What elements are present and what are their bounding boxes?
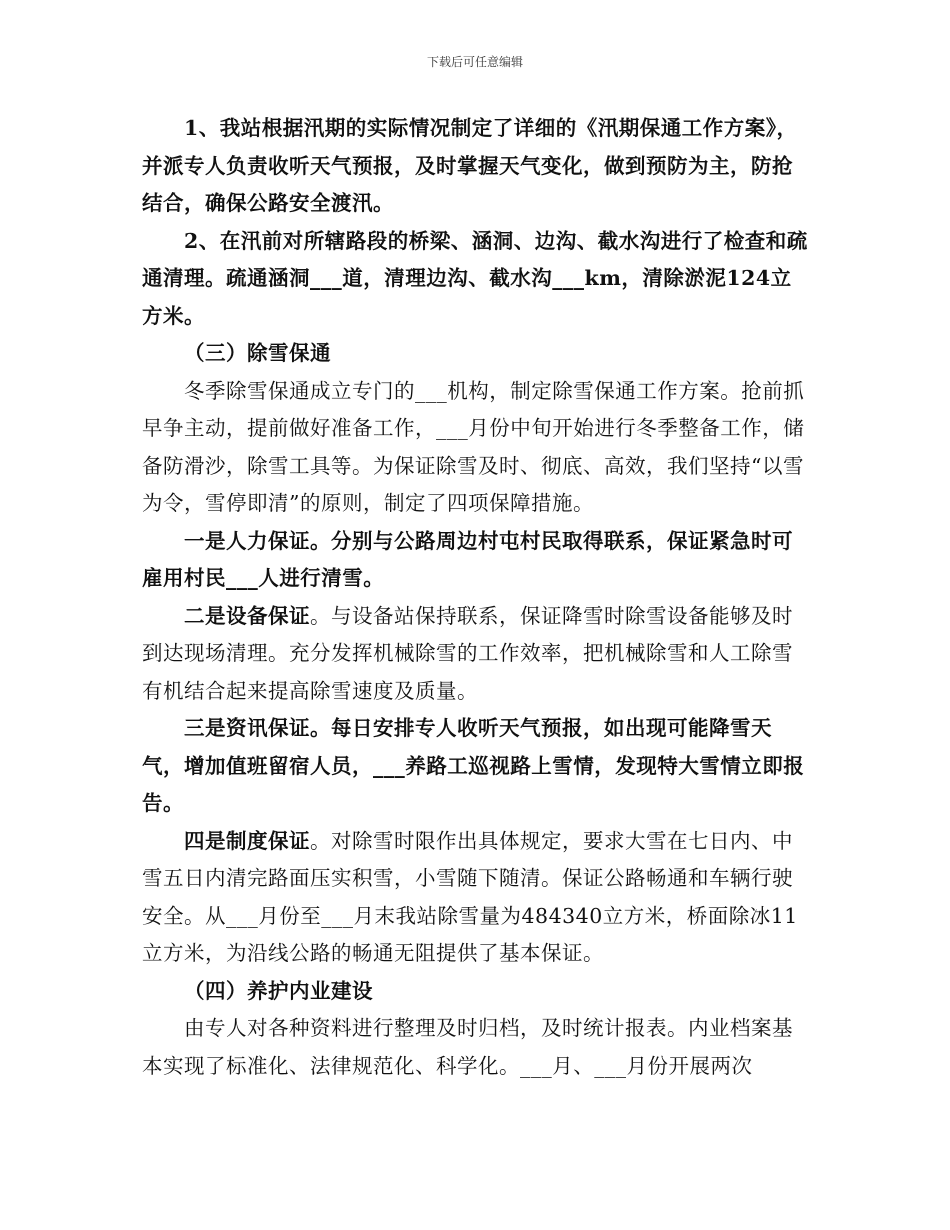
section-heading-snow-clearing: （三）除雪保通 [184,341,331,365]
document-body [142,110,810,1085]
paragraph-information-guarantee: 三是资讯保证。每日安排专人收听天气预报，如出现可能降雪天气，增加值班留宿人员，___养路工巡视路上雪情，发现特大雪情立即报告。 [142,716,805,815]
section-heading-internal-work: （四）养护内业建设 [184,978,373,1003]
paragraph-equipment-guarantee [142,598,810,711]
paragraph-flood-plan: 1、我站根据汛期的实际情况制定了详细的《汛期保通工作方案》，并派专人负责收听天气预报，及时掌握天气变化，做到预防为主，防抢结合，确保公路安全渡汛。 [142,116,798,215]
paragraph-manpower-guarantee: 一是人力保证。分别与公路周边村屯村民取得联系，保证紧急时可雇用村民___人进行清雪。 [142,528,793,590]
system-guarantee-lead: 四是制度保证 [184,828,310,853]
equipment-guarantee-lead: 二是设备保证 [184,603,310,628]
paragraph-system-guarantee [142,823,810,973]
paragraph-snow-plan: 冬季除雪保通成立专门的___机构，制定除雪保通工作方案。抢前抓早争主动，提前做好准备工作，___月份中旬开始进行冬季整备工作，储备防滑沙，除雪工具等。为保证除雪及时、彻底、高效，我们坚持“以雪为令，雪停即清”的原则，制定了四项保障措施。 [142,378,805,515]
system-guarantee-text: 。对除雪时限作出具体规定，要求大雪在七日内、中雪五日内清完路面压实积雪，小雪随下随清。保证公路畅通和车辆行驶安全。从___月份至___月末我站除雪量为484340立方米，桥面除冰11立方米，为沿线公路的畅通无阻提供了基本保证。 [142,828,798,965]
paragraph-archives: 由专人对各种资料进行整理及时归档，及时统计报表。内业档案基本实现了标准化、法律规范化、科学化。___月、___月份开展两次 [142,1016,793,1078]
equipment-guarantee-text: 。与设备站保持联系，保证降雪时除雪设备能够及时到达现场清理。充分发挥机械除雪的工作效率，把机械除雪和人工除雪有机结合起来提高除雪速度及质量。 [142,603,793,703]
paragraph-flood-inspection: 2、在汛前对所辖路段的桥梁、涵洞、边沟、截水沟进行了检查和疏通清理。疏通涵洞___道，清理边沟、截水沟___km，清除淤泥124立方米。 [142,228,808,328]
page-header: 下载后可任意编辑 [426,55,523,69]
